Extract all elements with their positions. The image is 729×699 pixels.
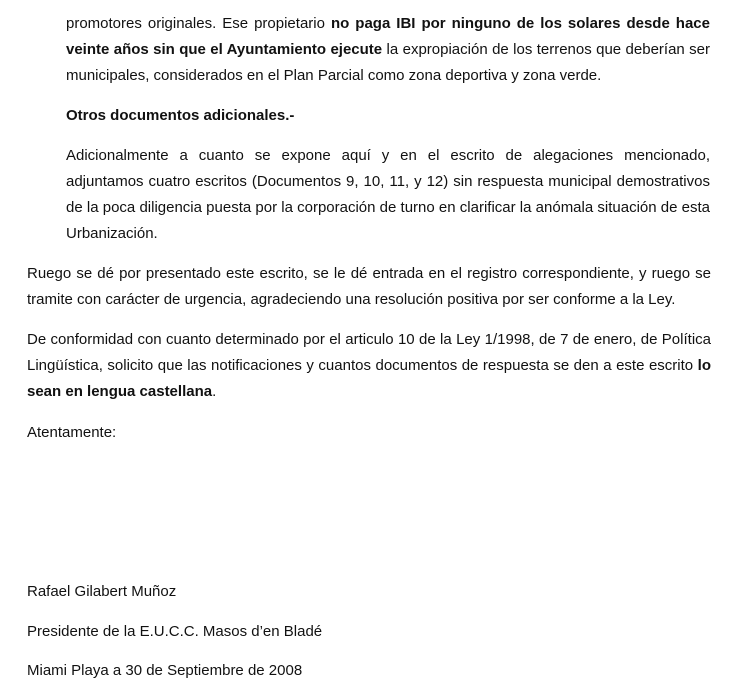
closing: Atentamente:: [27, 424, 117, 441]
paragraph-propietario-text-c: la expropiación de los terrenos que deberían ser municipales, considerados en el Plan Parcial como zona deportiva y zona verde.: [66, 41, 710, 84]
paragraph-ruego: Ruego se dé por presentado este escrito, se le dé entrada en el registro correspondiente, y ruego se tramite con carácter de urgencia, agradeciendo una resolución positiva por ser conforme a la Ley.: [27, 265, 711, 308]
paragraph-documentos: Adicionalmente a cuanto se expone aquí y en el escrito de alegaciones mencionado, adjuntamos cuatro escritos (Documentos 9, 10, 11, y 12) sin respuesta municipal demostrativos de la poca diligencia puesta por la corporación de turno en clarificar la anómala situación de esta Urbanización.: [66, 147, 710, 242]
paragraph-conformidad-text-c: .: [212, 383, 217, 400]
place-date: Miami Playa a 30 de Septiembre de 2008: [27, 662, 303, 679]
section-heading: [66, 103, 710, 129]
paragraph-propietario-text-a: promotores originales. Ese propietario: [66, 15, 331, 32]
paragraph-conformidad: [27, 327, 711, 405]
paragraph-propietario-bold: no paga IBI por ninguno de los solares desde hace veinte años sin que el Ayuntamiento ejecute: [66, 15, 710, 58]
paragraph-propietario: [66, 11, 710, 89]
signature-title: Presidente de la E.U.C.C. Masos d’en Bladé: [27, 623, 323, 640]
paragraph-conformidad-text-a: De conformidad con cuanto determinado por el articulo 10 de la Ley 1/1998, de 7 de enero, de Política Lingüística, solicito que las notificaciones y cuantos documentos de respuesta se den a este escrito: [27, 331, 711, 374]
signature-name: Rafael Gilabert Muñoz: [27, 583, 177, 600]
paragraph-conformidad-bold: lo sean en lengua castellana: [27, 357, 711, 400]
section-heading-text: Otros documentos adicionales.-: [66, 107, 295, 124]
